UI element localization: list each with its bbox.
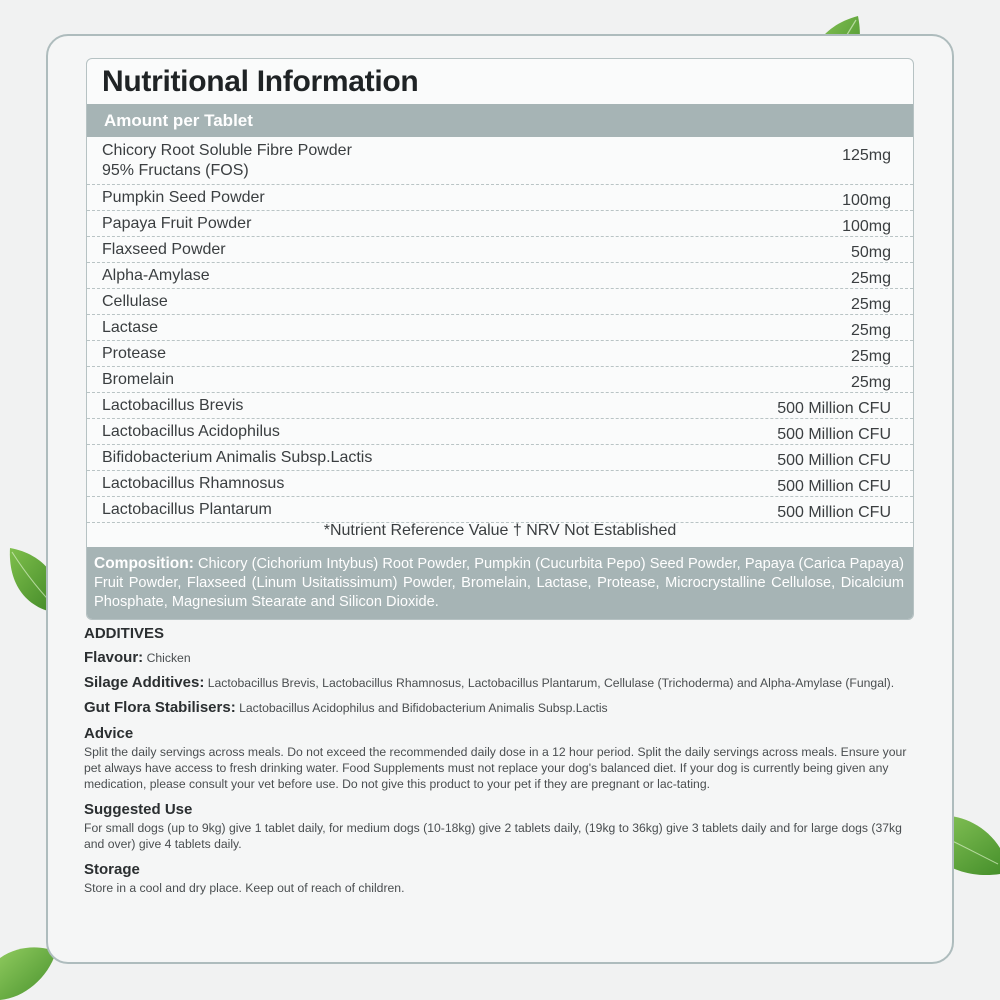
gut-flora-value: Lactobacillus Acidophilus and Bifidobacterium Animalis Subsp.Lactis: [235, 701, 608, 715]
nutrient-row: [87, 211, 913, 237]
panel-title: Nutritional Information: [102, 65, 419, 98]
nutrient-amount: 500 Million CFU: [777, 426, 891, 443]
nutrient-amount: 100mg: [842, 218, 891, 235]
nutrient-amount: 100mg: [842, 192, 891, 209]
silage-value: Lactobacillus Brevis, Lactobacillus Rhamnosus, Lactobacillus Plantarum, Cellulase (Trichoderma) and Alpha-Amylase (Fungal).: [204, 676, 895, 690]
nutrient-row: [87, 138, 913, 185]
nutrient-name: Lactobacillus Acidophilus: [102, 423, 280, 440]
nutrient-amount: 50mg: [850, 244, 891, 261]
composition-box: [87, 547, 913, 620]
nutrient-row: [87, 237, 913, 263]
nutrient-name: Papaya Fruit Powder: [102, 215, 252, 232]
nrv-footnote: *Nutrient Reference Value † NRV Not Established: [323, 522, 677, 539]
nutrient-amount: 25mg: [850, 374, 891, 391]
nutrient-rows: [87, 138, 913, 523]
nutrient-amount: 125mg: [842, 147, 891, 164]
nutrient-amount: 25mg: [850, 270, 891, 287]
nutrient-row: [87, 367, 913, 393]
nutrient-amount: 500 Million CFU: [777, 478, 891, 495]
storage-heading: Storage: [84, 861, 140, 878]
nutrient-row: [87, 341, 913, 367]
nutrient-amount: 500 Million CFU: [777, 504, 891, 521]
nutrient-amount: 25mg: [850, 322, 891, 339]
nutrient-row: [87, 263, 913, 289]
flavour-line: [84, 650, 924, 666]
advice-text: Split the daily servings across meals. Do not exceed the recommended daily dose in a 12 hour period. Split the daily servings across meals. Ensure your pet always have access to fresh drinking water. Food Supplements must not replace your dog's balanced diet. If your dog is currently being given any medication, please consult your vet before use. Do not give this product to your pet if they are pregnant or lac-tating.: [84, 745, 907, 791]
flavour-value: Chicken: [143, 651, 191, 665]
suggested-use-text: For small dogs (up to 9kg) give 1 tablet daily, for medium dogs (10-18kg) give 2 tablets daily, (19kg to 36kg) give 3 tablets daily and for large dogs (37kg and over) give 4 tablets daily.: [84, 821, 902, 851]
nutrient-amount: 500 Million CFU: [777, 452, 891, 469]
nutrient-row: [87, 419, 913, 445]
nutrient-name: Flaxseed Powder: [102, 241, 226, 258]
nutrient-name: Alpha-Amylase: [102, 267, 210, 284]
amount-per-tablet-header: Amount per Tablet: [87, 104, 913, 137]
additional-info: [84, 626, 924, 896]
nutrient-name: Lactobacillus Plantarum: [102, 501, 272, 518]
composition-label: Composition:: [94, 555, 194, 572]
nutrient-name: Lactobacillus Rhamnosus: [102, 475, 285, 492]
additives-heading: ADDITIVES: [84, 625, 165, 642]
nutrient-amount: 25mg: [850, 348, 891, 365]
nutrient-subname: 95% Fructans (FOS): [102, 162, 249, 179]
nutrient-amount: 500 Million CFU: [777, 400, 891, 417]
nutrient-name: Bromelain: [102, 371, 175, 388]
gut-flora-line: [84, 700, 924, 716]
nutrient-row: [87, 315, 913, 341]
silage-line: [84, 675, 924, 691]
nutrient-name: Lactobacillus Brevis: [102, 397, 244, 414]
nutrient-name: Cellulase: [102, 293, 168, 310]
nutrient-row: [87, 471, 913, 497]
nutrition-panel: [86, 58, 914, 620]
nutrient-name: Pumpkin Seed Powder: [102, 189, 265, 206]
suggested-use-heading: Suggested Use: [84, 801, 193, 818]
storage-text: Store in a cool and dry place. Keep out of reach of children.: [84, 881, 405, 895]
nutrient-name: Chicory Root Soluble Fibre Powder: [102, 142, 352, 159]
nutrient-name: Bifidobacterium Animalis Subsp.Lactis: [102, 449, 373, 466]
silage-label: Silage Additives:: [84, 674, 205, 691]
nutrient-row: [87, 185, 913, 211]
nutrient-row: [87, 289, 913, 315]
nutrient-name: Lactase: [102, 319, 159, 336]
nutrient-name: Protease: [102, 345, 167, 362]
gut-flora-label: Gut Flora Stabilisers:: [84, 699, 236, 716]
nutrient-amount: 25mg: [850, 296, 891, 313]
nutrient-row: [87, 445, 913, 471]
advice-heading: Advice: [84, 725, 134, 742]
flavour-label: Flavour:: [84, 649, 144, 666]
nutrient-row: [87, 497, 913, 523]
composition-text: Chicory (Cichorium Intybus) Root Powder, Pumpkin (Cucurbita Pepo) Seed Powder, Papaya (Carica Papaya) Fruit Powder, Flaxseed (Linum Usitatissimum) Powder, Bromelain, Lactase, Protease, Microcrystalline Cellulose, Dicalcium Phosphate, Magnesium Stearate and Silicon Dioxide.: [94, 556, 904, 610]
nutrient-row: [87, 393, 913, 419]
